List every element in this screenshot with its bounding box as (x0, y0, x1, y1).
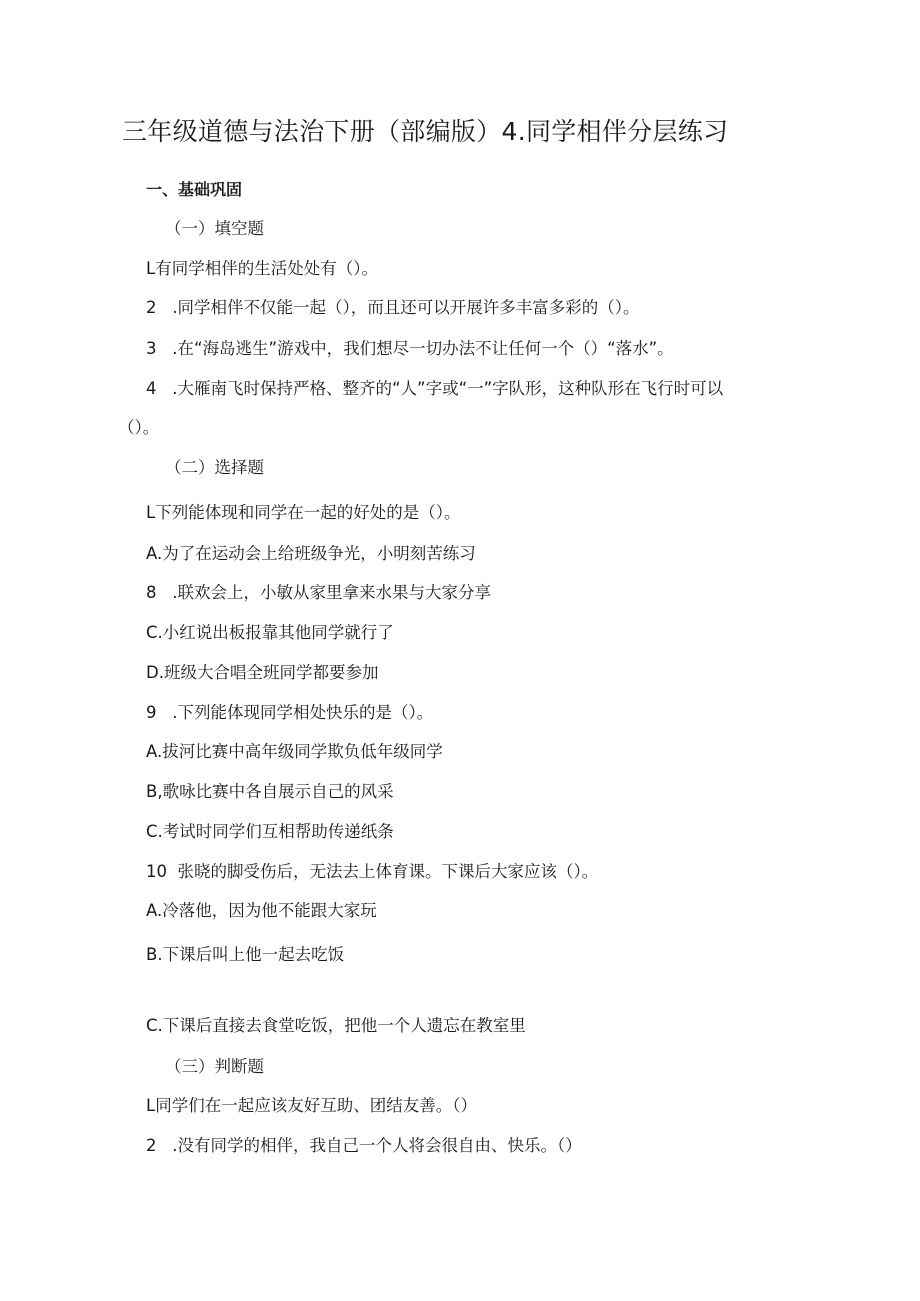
choice-q1-option-a: A.为了在运动会上给班级争光，小明刻苦练习 (146, 544, 476, 563)
choice-q1-option-d: D.班级大合唱全班同学都要参加 (146, 663, 379, 682)
choice-q3-option-c: C.下课后直接去食堂吃饭，把他一个人遗忘在教室里 (146, 1016, 526, 1035)
choice-question-1: L下列能体现和同学在一起的好处的是（）。 (146, 503, 461, 522)
choice-question-3: 10 张晓的脚受伤后，无法去上体育课。下课后大家应该（）。 (146, 862, 599, 881)
fill-question-4-line2: （）。 (118, 418, 160, 437)
choice-question-2: 9 .下列能体现同学相处快乐的是（）。 (146, 703, 434, 722)
choice-q2-option-a: A.拔河比赛中高年级同学欺负低年级同学 (146, 742, 443, 761)
choice-q1-option-b: 8 .联欢会上，小敏从家里拿来水果与大家分享 (146, 583, 491, 602)
fill-question-1: L有同学相伴的生活处处有（）。 (146, 259, 378, 278)
fill-question-3: 3 .在“海岛逃生”游戏中，我们想尽一切办法不让任何一个（）“落水”。 (146, 339, 674, 358)
choice-heading: （二）选择题 (165, 458, 264, 477)
choice-q2-option-c: C.考试时同学们互相帮助传递纸条 (146, 822, 394, 841)
fill-question-4-line1: 4 .大雁南飞时保持严格、整齐的“人”字或“一”字队形，这种队形在飞行时可以 (146, 379, 724, 398)
choice-q3-option-b: B.下课后叫上他一起去吃饭 (146, 945, 345, 964)
choice-q1-option-c: C.小红说出板报靠其他同学就行了 (146, 623, 394, 642)
choice-q3-option-a: A.冷落他，因为他不能跟大家玩 (146, 901, 377, 920)
choice-q2-option-b: B,歌咏比赛中各自展示自己的风采 (146, 782, 394, 801)
document-title: 三年级道德与法治下册（部编版）4.同学相伴分层练习 (122, 117, 729, 146)
judge-question-1: L同学们在一起应该友好互助、团结友善。（） (146, 1096, 477, 1115)
fill-question-2: 2 .同学相伴不仅能一起（），而且还可以开展许多丰富多彩的（）。 (146, 298, 640, 317)
fill-heading: （一）填空题 (165, 219, 264, 238)
judge-question-2: 2 .没有同学的相伴，我自己一个人将会很自由、快乐。（） (146, 1136, 582, 1155)
judge-heading: （三）判断题 (165, 1057, 264, 1076)
section-heading-basic: 一、基础巩固 (146, 180, 243, 199)
